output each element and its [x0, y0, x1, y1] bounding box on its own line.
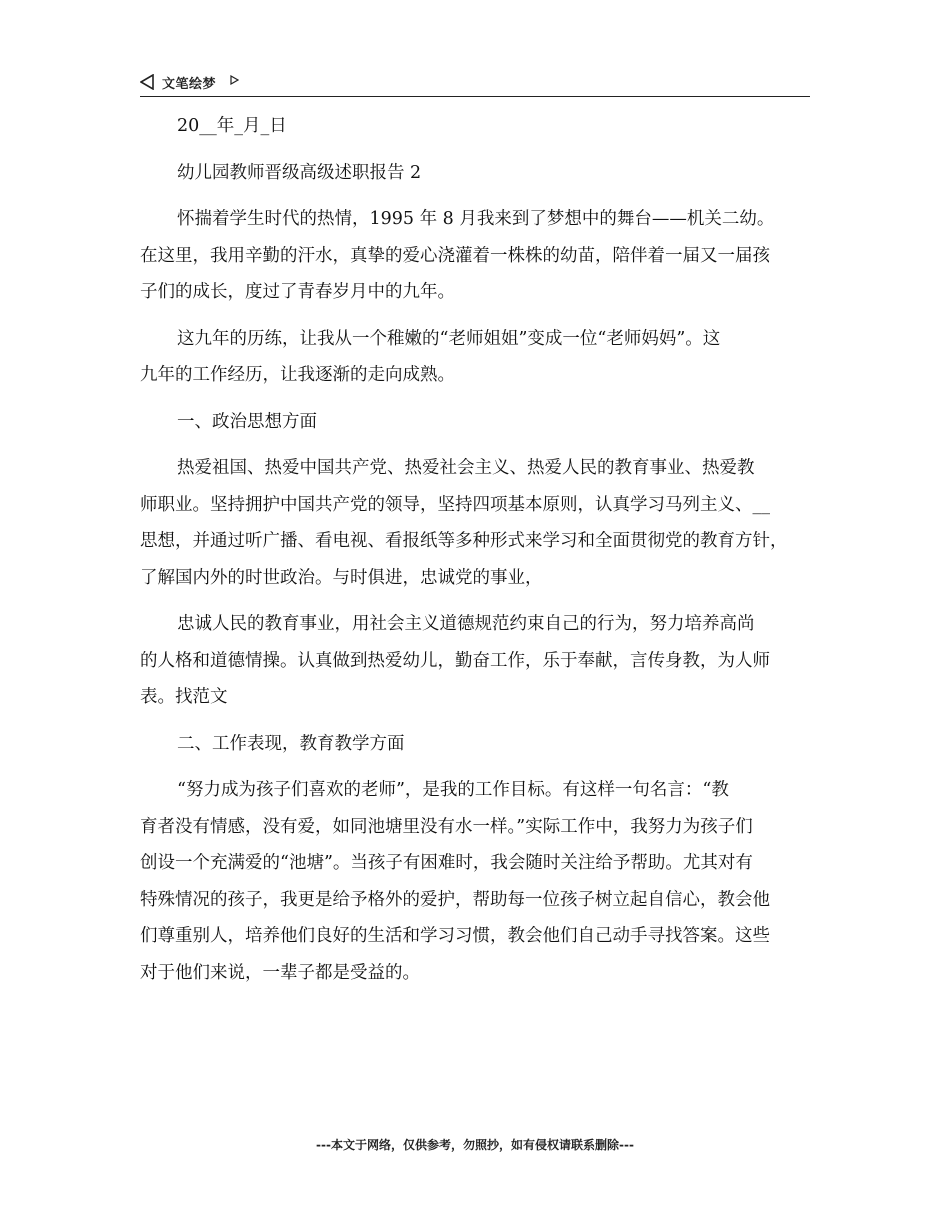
text-line: 九年的工作经历，让我逐渐的走向成熟。 — [140, 365, 455, 385]
text-line: “努力成为孩子们喜欢的老师”，是我的工作目标。有这样一句名言：“教 — [177, 780, 729, 800]
paragraph — [140, 321, 820, 394]
section-heading — [140, 726, 820, 763]
text-line: 育者没有情感，没有爱，如同池塘里没有水一样。”实际工作中，我努力为孩子们 — [140, 816, 753, 837]
text-line: 思想，并通过听广播、看电视、看报纸等多种形式来学习和全面贯彻党的教育方针， — [140, 531, 788, 551]
text-line: 幼儿园教师晋级高级述职报告 2 — [177, 162, 422, 183]
triangle-left-outline-icon — [140, 74, 154, 90]
paragraph — [140, 201, 820, 311]
triangle-right-outline-icon — [230, 75, 239, 85]
text-line: 们尊重别人，培养他们良好的生活和学习习惯，教会他们自己动手寻找答案。这些 — [140, 926, 770, 946]
text-line: 热爱祖国、热爱中国共产党、热爱社会主义、热爱人民的教育事业、热爱教 — [177, 458, 755, 478]
document-title — [140, 155, 820, 192]
text-line: 在这里，我用辛勤的汗水，真挚的爱心浇灌着一株株的幼苗，陪伴着一届又一届孩 — [140, 245, 770, 266]
text-line: 忠诚人民的教育事业，用社会主义道德规范约束自己的行为，努力培养高尚 — [177, 614, 755, 634]
paragraph — [140, 606, 820, 716]
text-line: 这九年的历练，让我从一个稚嫩的“老师姐姐”变成一位“老师妈妈”。这 — [177, 328, 721, 349]
text-line: 了解国内外的时世政治。与时俱进，忠诚党的事业， — [140, 567, 543, 588]
text-line: 对于他们来说，一辈子都是受益的。 — [140, 962, 420, 983]
footer-notice: ---本文于网络，仅供参考，勿照抄，如有侵权请联系删除--- — [316, 1138, 634, 1152]
text-line: 创设一个充满爱的“池塘”。当孩子有困难时，我会随时关注给予帮助。尤其对有 — [140, 853, 753, 873]
document-body — [140, 108, 820, 991]
text-line: 20__年_月_日 — [177, 116, 287, 136]
section-heading — [140, 404, 820, 441]
paragraph — [140, 450, 820, 596]
text-line: 一、政治思想方面 — [177, 411, 317, 432]
page-header — [140, 72, 810, 97]
text-line: 子们的成长，度过了青春岁月中的九年。 — [140, 282, 455, 302]
text-line: 表。找范文 — [140, 687, 228, 707]
paragraph — [140, 772, 820, 991]
text-line: 二、工作表现，教育教学方面 — [177, 733, 405, 754]
text-line: 的人格和道德情操。认真做到热爱幼儿，勤奋工作，乐于奉献，言传身教，为人师 — [140, 650, 770, 671]
text-line: 师职业。坚持拥护中国共产党的领导，坚持四项基本原则，认真学习马列主义、__ — [140, 494, 770, 515]
date-line — [140, 108, 820, 145]
brand-name: 文笔绘梦 — [162, 77, 217, 92]
text-line: 特殊情况的孩子，我更是给予格外的爱护，帮助每一位孩子树立起自信心，教会他 — [140, 889, 770, 910]
text-line: 怀揣着学生时代的热情，1995 年 8 月我来到了梦想中的舞台——机关二幼。 — [177, 209, 775, 229]
